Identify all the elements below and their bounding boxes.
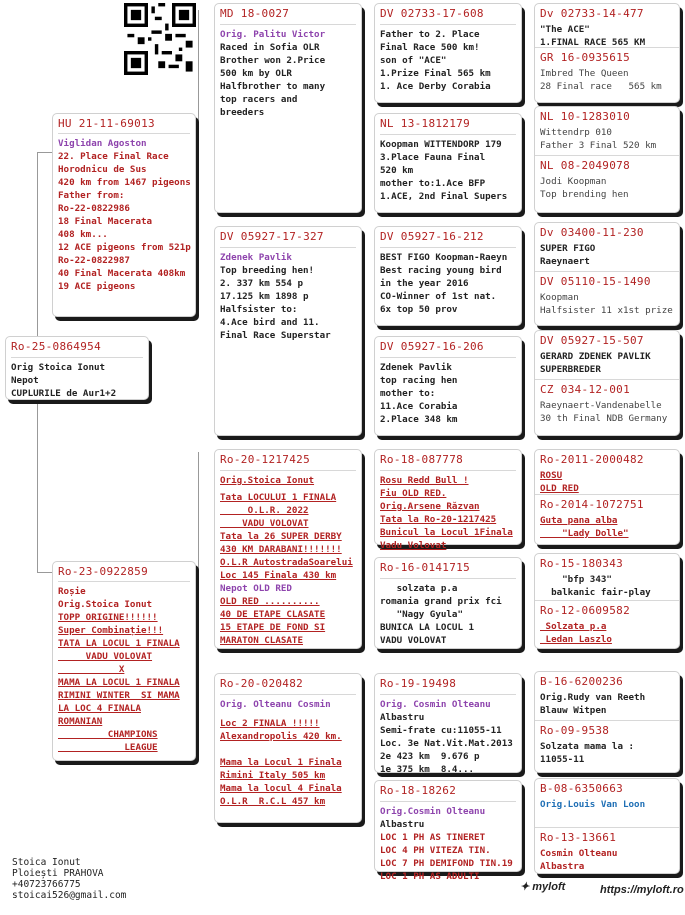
g1-info: "The ACE" 1.FINAL RACE 565 KM bbox=[540, 24, 646, 48]
ring-number: Dv 02733-14-477 bbox=[540, 7, 644, 20]
ring-number: DV 05927-17-327 bbox=[220, 230, 324, 243]
g9-card[interactable] bbox=[534, 449, 680, 545]
myloft-logo bbox=[520, 880, 565, 893]
ring-number: NL 13-1812179 bbox=[380, 117, 470, 130]
breeder: Orig.Cosmin Olteanu bbox=[380, 801, 516, 818]
mmf-card[interactable] bbox=[374, 673, 522, 773]
g13-info: Orig.Rudy van Reeth Blauw Witpen bbox=[540, 692, 646, 716]
fff-info: Father to 2. Place Final Race 500 km! son of "ACE" 1.Prize Final 565 km 1. Ace Derby Corabia bbox=[380, 24, 516, 93]
ring-number: Ro-23-0922859 bbox=[58, 565, 148, 578]
color: Albastru bbox=[380, 819, 425, 830]
bird-icon: ✦ bbox=[520, 881, 530, 893]
nephew-line: Nepot OLD RED bbox=[220, 583, 292, 594]
ffm-card[interactable] bbox=[374, 113, 522, 213]
g16-info: Cosmin Olteanu Albastra bbox=[540, 848, 618, 872]
ring-number: GR 16-0935615 bbox=[540, 51, 630, 64]
breeder: Viglidan Agoston bbox=[58, 133, 190, 150]
g15-info: Orig.Louis Van Loon bbox=[540, 799, 646, 810]
mfm-info: solzata p.a romania grand prix fci "Nagy Gyula" BUNICA LA LOCUL 1 VADU VOLOVAT bbox=[380, 578, 516, 647]
fff-card[interactable] bbox=[374, 3, 522, 103]
site-url[interactable]: https://myloft.ro bbox=[600, 884, 684, 896]
g3-info: Wittendrp 010 Father 3 Final 520 km bbox=[540, 127, 657, 151]
mff-card[interactable] bbox=[374, 449, 522, 551]
g7-card[interactable] bbox=[534, 330, 680, 436]
ring-number: CZ 034-12-001 bbox=[540, 383, 630, 396]
fmf-info: BEST FIGO Koopman-Raeyn Best racing young bird in the year 2016 CO-Winner of 1st nat. 6x top 50 prov bbox=[380, 247, 516, 316]
ring-number: Ro-2014-1072751 bbox=[540, 498, 644, 511]
ring-number: NL 08-2049078 bbox=[540, 159, 630, 172]
fmf-card[interactable] bbox=[374, 226, 522, 326]
ring-number: DV 05927-16-212 bbox=[380, 230, 484, 243]
fm-card[interactable] bbox=[214, 226, 362, 436]
mf-info: Tata LOCULUI 1 FINALA O.L.R. 2022 VADU VOLOVAT Tata la 26 SUPER DERBY 430 KM DARABANI!!!!!!! O.L.R AutostradaSoarelui Loc 145 Finala 430 km bbox=[220, 492, 353, 581]
mother-info: TOPP ORIGINE!!!!!! Super Combinație!!! TATA LA LOCUL 1 FINALA VADU VOLOVAT X MAMA LA LOCUL 1 FINALA RIMINI WINTER SI MAMA LA LOC 4 FINALA ROMANIAN CHAMPIONS LEAGUE bbox=[58, 612, 180, 753]
fmm-card[interactable] bbox=[374, 336, 522, 436]
ring-number: DV 05927-16-206 bbox=[380, 340, 484, 353]
ring-number: DV 05927-15-507 bbox=[540, 334, 644, 347]
g13-card[interactable] bbox=[534, 671, 680, 773]
ring-number: MD 18-0027 bbox=[220, 7, 290, 20]
ring-number: Ro-19-19498 bbox=[380, 677, 457, 690]
g7-info: GERARD ZDENEK PAVLIK SUPERBREDER bbox=[540, 351, 651, 375]
breeder: Orig. Olteanu Cosmin bbox=[220, 694, 356, 711]
mff-info: Rosu Redd Bull ! Fiu OLD RED. Orig.Arsene Răzvan Tata la Ro-20-1217425 Bunicul la Locul 1Finala Vadu Volovat bbox=[380, 470, 516, 552]
ring-number: Ro-09-9538 bbox=[540, 724, 610, 737]
ring-number: HU 21-11-69013 bbox=[58, 117, 155, 130]
g12-info: Solzata p.a Ledan Laszlo bbox=[545, 621, 612, 645]
ring-number: Ro-2011-2000482 bbox=[540, 453, 644, 466]
mmm-info: LOC 1 PH AS TINERET LOC 4 PH VITEZA TIN. LOC 7 PH DEMIFOND TIN.19 LOC 1 PH AS ADULTI bbox=[380, 832, 513, 882]
g5-card[interactable] bbox=[534, 222, 680, 326]
ring-number: Ro-20-1217425 bbox=[220, 453, 310, 466]
mm-card[interactable] bbox=[214, 673, 362, 823]
connector bbox=[37, 152, 52, 153]
mf-card[interactable] bbox=[214, 449, 362, 649]
g5-info: SUPER FIGO Raeynaert bbox=[540, 243, 596, 267]
g10-info: Guta pana alba "Lady Dolle" bbox=[540, 515, 629, 539]
ring-number: Ro-18-18262 bbox=[380, 784, 457, 797]
g15-card[interactable] bbox=[534, 778, 680, 874]
mfm-card[interactable] bbox=[374, 557, 522, 649]
g11-card[interactable] bbox=[534, 553, 680, 649]
ring-number: Ro-20-020482 bbox=[220, 677, 304, 690]
ring-number: Dv 03400-11-230 bbox=[540, 226, 644, 239]
ring-number: Ro-13-13661 bbox=[540, 831, 617, 844]
color: Roșie bbox=[58, 581, 190, 598]
g14-info: Solzata mama la : 11055-11 bbox=[540, 741, 635, 765]
ring-number: Ro-12-0609582 bbox=[540, 604, 630, 617]
g1-card[interactable] bbox=[534, 3, 680, 103]
owner-contact: Stoica Ionut Ploiești PRAHOVA +40723766775 stoicai526@gmail.com bbox=[12, 857, 127, 901]
breeder: Orig. Palitu Victor bbox=[220, 24, 356, 41]
mother-card[interactable] bbox=[52, 561, 196, 761]
mm-info: Loc 2 FINALA !!!!! Alexandropolis 420 km. Mama la Locul 1 Finala Rimini Italy 505 km Mama la locul 4 Finala O.L.R R.C.L 457 km bbox=[220, 718, 342, 807]
g6-info: Koopman Halfsister 11 x1st prize bbox=[540, 292, 673, 316]
ff-card[interactable] bbox=[214, 3, 362, 213]
logo-text: myloft bbox=[532, 881, 566, 893]
g9-info: ROSU OLD RED bbox=[540, 470, 579, 494]
mf-info-2: OLD RED .......... 40 DE ETAPE CLASATE 15 ETAPE DE FOND SI MARATON CLASATE bbox=[220, 596, 326, 646]
ffm-info: Koopman WITTENDORP 179 3.Place Fauna Final 520 km mother to:1.Ace BFP 1.ACE, 2nd Final Supers bbox=[380, 134, 516, 203]
ring-number: NL 10-1283010 bbox=[540, 110, 630, 123]
ring-number: Ro-16-0141715 bbox=[380, 561, 470, 574]
g3-card[interactable] bbox=[534, 106, 680, 213]
fm-info: Top breeding hen! 2. 337 km 554 p 17.125 km 1898 p Halfsister to: 4.Ace bird and 11. Final Race Superstar bbox=[220, 265, 331, 341]
pigeon-card[interactable] bbox=[5, 336, 149, 400]
connector bbox=[37, 400, 38, 572]
ring-number: B-16-6200236 bbox=[540, 675, 624, 688]
father-info: 22. Place Final Race Horodnicu de Sus 420 km from 1467 pigeons Father from: Ro-22-0822986 18 Final Macerata 408 km... 12 ACE pigeons from 521p Ro-22-0822987 40 Final Macerata 408km 19 ACE pigeons bbox=[58, 151, 191, 292]
connector bbox=[37, 572, 52, 573]
pigeon-info: Orig Stoica Ionut Nepot CUPLURILE de Aur1+2 bbox=[11, 357, 143, 400]
g11-info: "bfp 343" balkanic fair-play bbox=[551, 574, 651, 598]
father-card[interactable] bbox=[52, 113, 196, 317]
ring-number: DV 02733-17-608 bbox=[380, 7, 484, 20]
breeder: Orig. Cosmin Olteanu bbox=[380, 694, 516, 711]
ring-number: DV 05110-15-1490 bbox=[540, 275, 651, 288]
fmm-info: Zdenek Pavlik top racing hen mother to: 11.Ace Corabia 2.Place 348 km bbox=[380, 357, 516, 426]
ff-info: Raced in Sofia OLR Brother won 2.Price 500 km by OLR Halfbrother to many top racers and breeders bbox=[220, 42, 326, 118]
ring-number: B-08-6350663 bbox=[540, 782, 624, 795]
breeder: Orig.Stoica Ionut bbox=[220, 470, 356, 487]
connector bbox=[198, 10, 199, 230]
g2-info: Imbred The Queen 28 Final race 565 km bbox=[540, 68, 662, 92]
qr-code bbox=[124, 3, 196, 75]
ring-number: Ro-15-180343 bbox=[540, 557, 624, 570]
connector bbox=[198, 452, 199, 677]
connector bbox=[37, 152, 38, 340]
ring-number: Ro-18-087778 bbox=[380, 453, 464, 466]
breeder: Zdenek Pavlik bbox=[220, 247, 356, 264]
mmf-info: Albastru Semi-frate cu:11055-11 Loc. 3e Nat.Vit.Mat.2013 2e 423 km 9.676 p 1e 375 km 8.4... bbox=[380, 712, 513, 775]
g4-info: Jodi Koopman Top brending hen bbox=[540, 176, 629, 200]
mmm-card[interactable] bbox=[374, 780, 522, 882]
breeder: Orig.Stoica Ionut bbox=[58, 599, 153, 610]
ring-number: Ro-25-0864954 bbox=[11, 340, 101, 353]
g8-info: Raeynaert-Vandenabelle 30 th Final NDB Germany bbox=[540, 400, 668, 424]
